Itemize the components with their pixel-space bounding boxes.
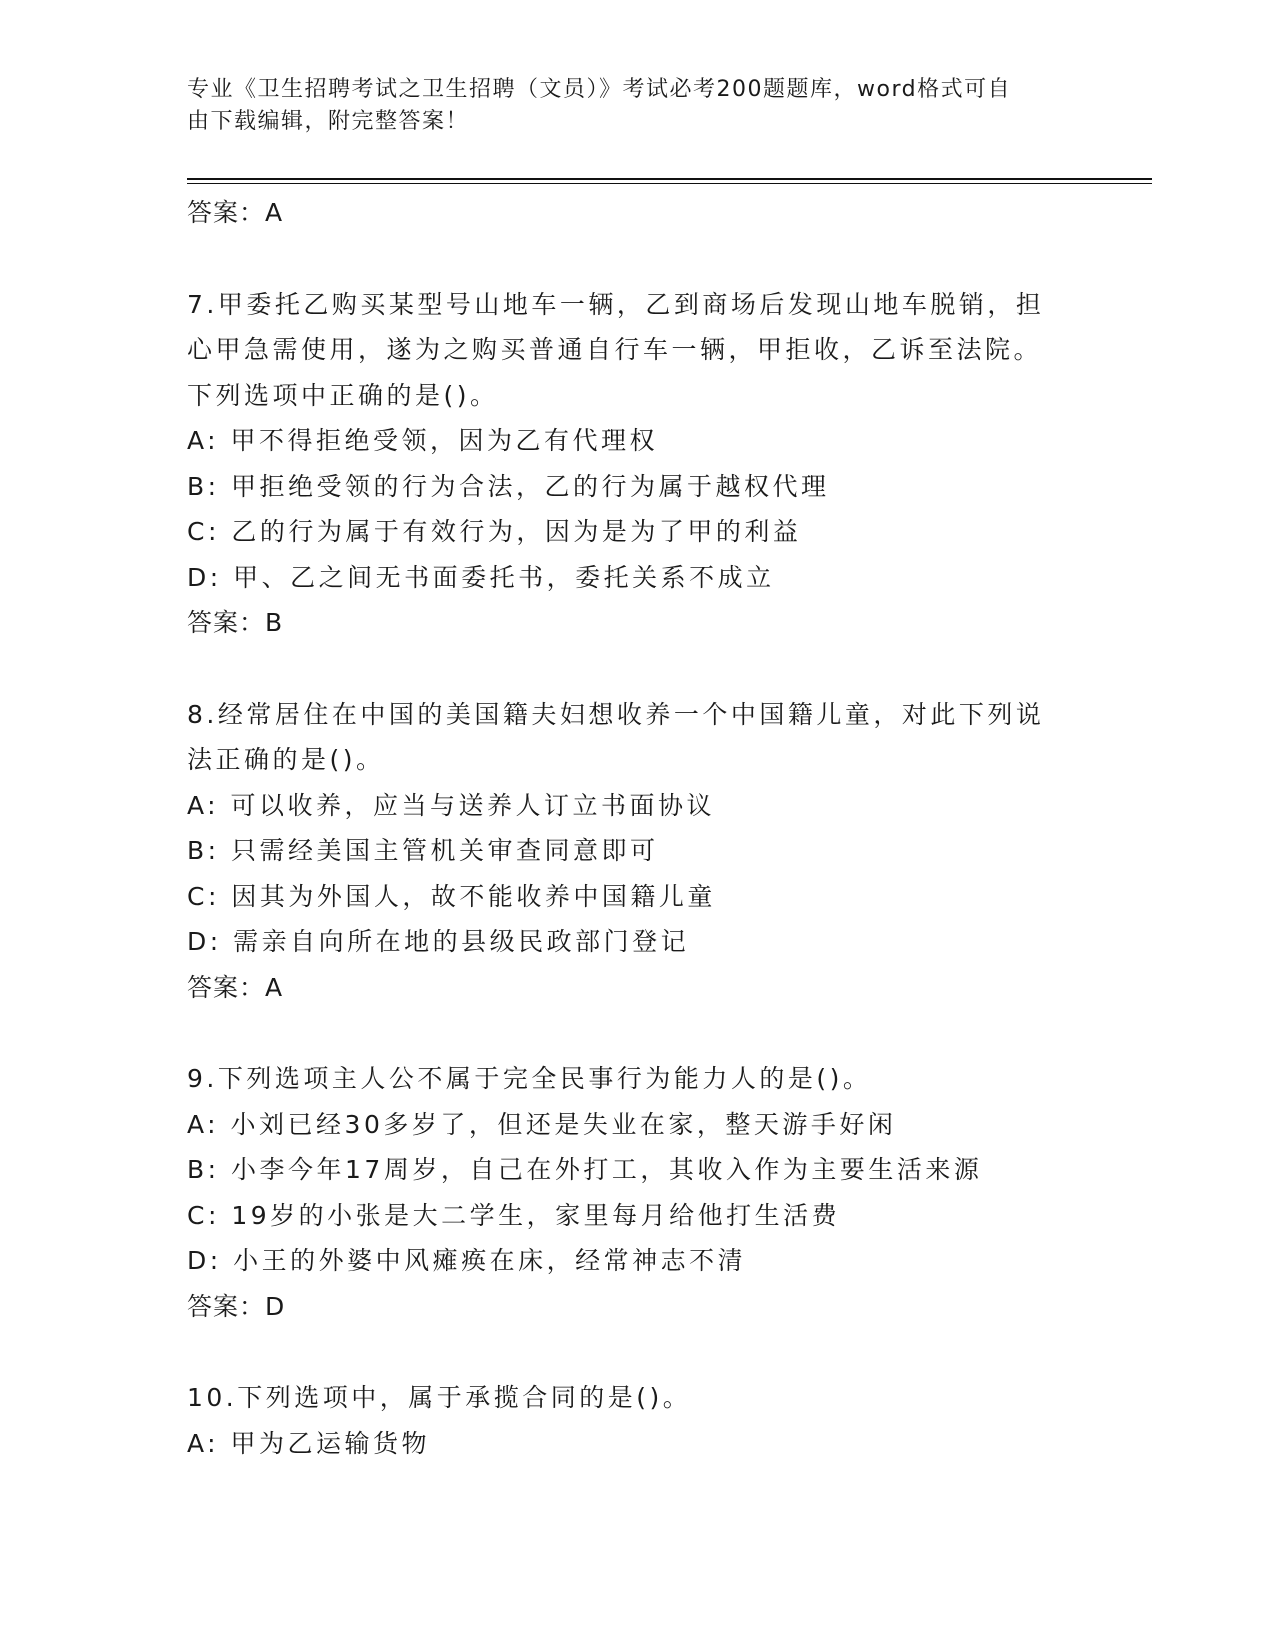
option-c: C: 乙的行为属于有效行为，因为是为了甲的利益	[187, 517, 802, 546]
question-stem-line: 法正确的是()。	[187, 745, 385, 774]
option-d: D: 需亲自向所在地的县级民政部门登记	[187, 927, 690, 956]
option-a: A: 甲不得拒绝受领，因为乙有代理权	[187, 426, 659, 455]
document-header	[187, 74, 1067, 138]
answer-line: 答案：A	[187, 198, 284, 227]
question-7	[187, 282, 1087, 646]
option-a: A: 甲为乙运输货物	[187, 1428, 431, 1458]
spacer	[187, 646, 1087, 692]
spacer	[187, 1010, 1087, 1056]
question-stem-line: 9.下列选项主人公不属于完全民事行为能力人的是()。	[187, 1064, 872, 1093]
option-d: D: 小王的外婆中风瘫痪在床，经常神志不清	[187, 1246, 747, 1275]
question-stem-line: 心甲急需使用，遂为之购买普通自行车一辆，甲拒收，乙诉至法院。	[187, 335, 1043, 364]
question-10	[187, 1375, 1087, 1466]
header-divider-thin	[187, 183, 1152, 184]
header-line-2: 由下载编辑，附完整答案！	[187, 109, 470, 134]
option-b: B: 只需经美国主管机关审查同意即可	[187, 836, 659, 865]
option-a: A: 可以收养，应当与送养人订立书面协议	[187, 790, 716, 820]
question-stem-line: 下列选项中正确的是()。	[187, 380, 499, 410]
question-8	[187, 692, 1087, 1011]
header-line-1: 专业《卫生招聘考试之卫生招聘（文员）》考试必考200题题库，word格式可自	[187, 77, 1012, 102]
option-b: B: 甲拒绝受领的行为合法，乙的行为属于越权代理	[187, 471, 830, 501]
question-stem-line: 7.甲委托乙购买某型号山地车一辆，乙到商场后发现山地车脱销，担	[187, 289, 1045, 319]
option-d: D: 甲、乙之间无书面委托书，委托关系不成立	[187, 562, 775, 592]
question-stem-line: 8.经常居住在中国的美国籍夫妇想收养一个中国籍儿童，对此下列说	[187, 699, 1045, 729]
question-content	[187, 190, 1087, 1466]
option-c: C: 因其为外国人，故不能收养中国籍儿童	[187, 881, 716, 911]
answer-line: 答案：D	[187, 1291, 286, 1321]
header-divider-thick	[187, 178, 1152, 180]
question-9	[187, 1056, 1087, 1329]
option-a: A: 小刘已经30多岁了，但还是失业在家，整天游手好闲	[187, 1109, 897, 1139]
spacer	[187, 236, 1087, 282]
question-stem-line: 10.下列选项中，属于承揽合同的是()。	[187, 1383, 692, 1412]
spacer	[187, 1329, 1087, 1375]
option-b: B: 小李今年17周岁，自己在外打工，其收入作为主要生活来源	[187, 1155, 983, 1184]
answer-line: 答案：B	[187, 608, 284, 637]
answer-line: 答案：A	[187, 972, 284, 1002]
option-c: C: 19岁的小张是大二学生，家里每月给他打生活费	[187, 1200, 841, 1230]
